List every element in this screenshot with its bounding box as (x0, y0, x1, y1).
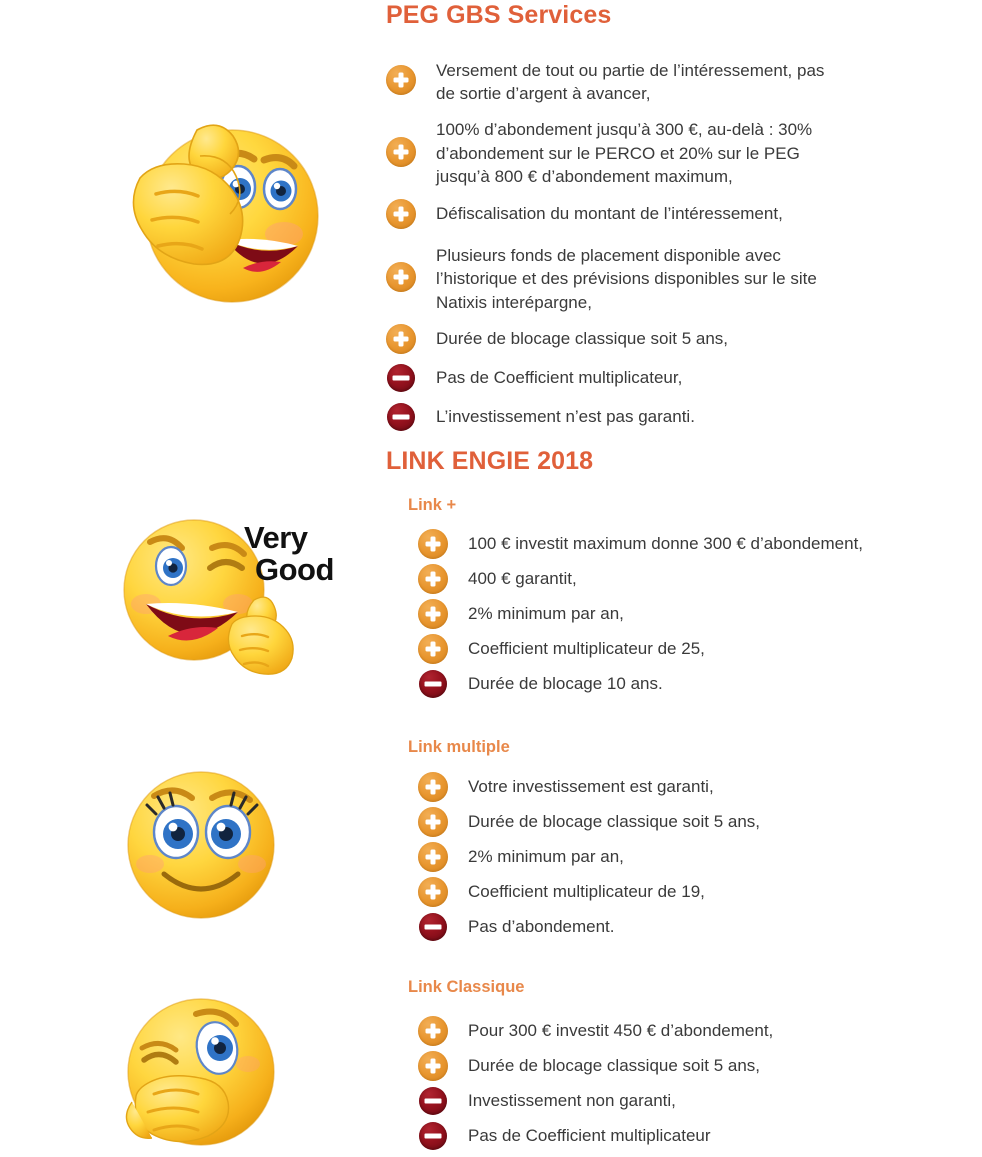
bullet-item (386, 324, 906, 354)
plus-icon (418, 1016, 448, 1046)
bullet-text: 100 € investit maximum donne 300 € d’abondement, (468, 534, 864, 554)
plus-icon (418, 877, 448, 907)
bullet-item (418, 842, 908, 872)
section-title-link-engie-2018: LINK ENGIE 2018 (386, 447, 594, 475)
bullet-text: Durée de blocage classique soit 5 ans, (468, 812, 761, 832)
bullet-list-peg-gbs-services (386, 56, 906, 433)
minus-icon (418, 912, 448, 942)
plus-icon (418, 807, 448, 837)
caption-line-1: Very (244, 520, 308, 555)
subsection-title-link-multiple: Link multiple (408, 738, 510, 756)
bullet-item (386, 199, 906, 229)
bullet-text: Plusieurs fonds de placement disponible avec l’historique et des prévisions disponibles sur le site Natixis interépargne, (436, 245, 817, 312)
illustration-caption-very-good (244, 522, 334, 585)
bullet-text: 2% minimum par an, (468, 847, 624, 867)
bullet-item (418, 1016, 908, 1046)
smiley-winking-hand-over-mouth-illustration (120, 998, 282, 1148)
subsection-link-classique (408, 978, 908, 1157)
bullet-item (418, 529, 908, 559)
bullet-text: Durée de blocage classique soit 5 ans, (468, 1056, 761, 1076)
bullet-text: Coefficient multiplicateur de 25, (468, 639, 705, 659)
bullet-item (418, 599, 908, 629)
bullet-item (418, 807, 908, 837)
section-title-peg-gbs-services: PEG GBS Services (386, 1, 612, 29)
bullet-text: Pas d’abondement. (468, 917, 615, 937)
plus-icon (418, 564, 448, 594)
bullet-item (386, 241, 906, 314)
bullet-item (418, 669, 908, 699)
minus-icon (418, 669, 448, 699)
bullet-text: Versement de tout ou partie de l’intéressement, pas de sortie d’argent à avancer, (436, 60, 825, 103)
section-link-engie-2018 (386, 448, 906, 476)
minus-icon (386, 363, 416, 393)
section-peg-gbs-services (386, 2, 906, 438)
bullet-item (418, 877, 908, 907)
bullet-list-link-classique (418, 1016, 908, 1151)
plus-icon (386, 199, 416, 229)
subsection-link-multiple (408, 738, 908, 948)
plus-icon (418, 634, 448, 664)
bullet-item (418, 564, 908, 594)
plus-icon (418, 529, 448, 559)
bullet-text: 400 € garantit, (468, 569, 577, 589)
subsection-title-link-plus: Link + (408, 496, 457, 514)
plus-icon (418, 1051, 448, 1081)
bullet-item (386, 56, 906, 106)
bullet-text: Défiscalisation du montant de l’intéressement, (436, 203, 783, 223)
plus-icon (386, 137, 416, 167)
subsection-title-link-classique: Link Classique (408, 978, 525, 996)
plus-icon (418, 599, 448, 629)
bullet-list-link-plus (418, 529, 908, 699)
bullet-item (418, 1121, 908, 1151)
bullet-item (418, 1051, 908, 1081)
minus-icon (418, 1121, 448, 1151)
plus-icon (386, 324, 416, 354)
bullet-item (386, 363, 906, 393)
bullet-item (386, 402, 906, 432)
bullet-item (418, 634, 908, 664)
bullet-text: Pas de Coefficient multiplicateur (468, 1126, 711, 1146)
plus-icon (386, 65, 416, 95)
bullet-text: L’investissement n’est pas garanti. (436, 407, 695, 427)
subsection-link-plus (408, 496, 908, 705)
plus-icon (386, 262, 416, 292)
smiley-big-eyes-illustration (120, 770, 282, 920)
bullet-text: Investissement non garanti, (468, 1091, 676, 1111)
smiley-thumbs-up-illustration (104, 82, 330, 308)
bullet-text: 100% d’abondement jusqu’à 300 €, au-delà : 30% d’abondement sur le PERCO et 20% sur le PEG jusqu’à 800 € d’abondement maximum, (436, 120, 813, 187)
minus-icon (386, 402, 416, 432)
minus-icon (418, 1086, 448, 1116)
bullet-list-link-multiple (418, 772, 908, 942)
plus-icon (418, 842, 448, 872)
plus-icon (418, 772, 448, 802)
bullet-item (386, 115, 906, 188)
bullet-text: Pour 300 € investit 450 € d’abondement, (468, 1021, 774, 1041)
bullet-text: Votre investissement est garanti, (468, 777, 714, 797)
caption-line-2: Good (255, 551, 334, 587)
bullet-text: Coefficient multiplicateur de 19, (468, 882, 705, 902)
bullet-text: Durée de blocage classique soit 5 ans, (436, 329, 729, 349)
bullet-item (418, 772, 908, 802)
bullet-item (418, 1086, 908, 1116)
bullet-text: Durée de blocage 10 ans. (468, 674, 663, 694)
bullet-text: 2% minimum par an, (468, 604, 624, 624)
bullet-item (418, 912, 908, 942)
bullet-text: Pas de Coefficient multiplicateur, (436, 368, 683, 388)
